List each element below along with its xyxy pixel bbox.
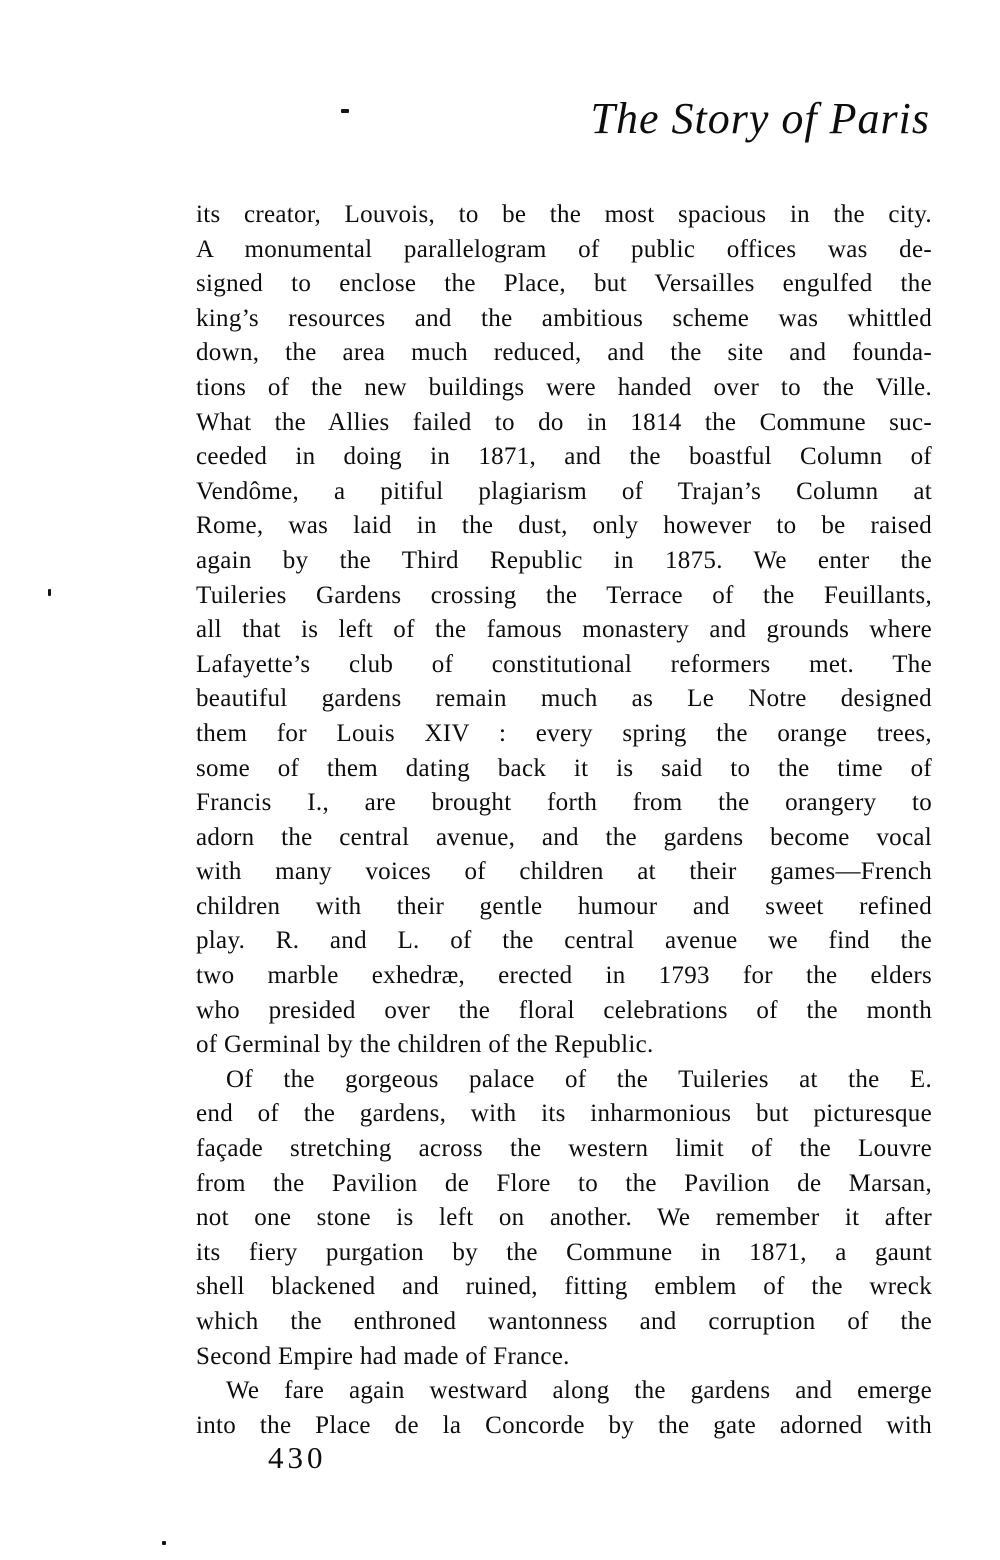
scan-speck [162, 1541, 166, 1545]
page-number: 430 [268, 1440, 327, 1475]
text-line: them for Louis XIV : every spring the orange trees, [196, 719, 932, 747]
text-line: shell blackened and ruined, fitting emblem of the wreck [196, 1273, 932, 1301]
text-line: end of the gardens, with its inharmonious but picturesque [196, 1100, 932, 1128]
text-line: children with their gentle humour and sweet refined [196, 892, 932, 920]
text-line: of Germinal by the children of the Republic. [196, 1031, 654, 1059]
text-line: adorn the central avenue, and the gardens become vocal [196, 823, 932, 851]
text-line: play. R. and L. of the central avenue we find the [196, 927, 932, 955]
scan-speck [341, 109, 349, 113]
text-line: Francis I., are brought forth from the orangery to [196, 789, 932, 817]
text-line: We fare again westward along the gardens and emerge [226, 1377, 932, 1405]
text-line: ceeded in doing in 1871, and the boastful Column of [196, 443, 932, 471]
scan-speck [48, 589, 51, 596]
text-line: who presided over the floral celebrations of the month [196, 996, 932, 1024]
text-line: two marble exhedræ, erected in 1793 for the elders [196, 962, 932, 990]
text-line: down, the area much reduced, and the site and founda- [196, 339, 932, 367]
text-line: What the Allies failed to do in 1814 the Commune suc- [196, 408, 932, 436]
text-line: again by the Third Republic in 1875. We enter the [196, 546, 932, 574]
text-line: into the Place de la Concorde by the gate adorned with [196, 1411, 932, 1439]
text-line: façade stretching across the western limit of the Louvre [196, 1135, 932, 1163]
text-line: Second Empire had made of France. [196, 1342, 570, 1370]
text-line: with many voices of children at their games—French [196, 858, 932, 886]
text-line: beautiful gardens remain much as Le Notre designed [196, 685, 932, 713]
text-line: its fiery purgation by the Commune in 1871, a gaunt [196, 1238, 932, 1266]
text-line: not one stone is left on another. We remember it after [196, 1204, 932, 1232]
text-line: Tuileries Gardens crossing the Terrace of the Feuillants, [196, 581, 932, 609]
text-line: from the Pavilion de Flore to the Pavilion de Marsan, [196, 1169, 932, 1197]
text-line: its creator, Louvois, to be the most spacious in the city. [196, 201, 932, 228]
text-line: Lafayette’s club of constitutional reformers met. The [196, 650, 932, 678]
text-line: some of them dating back it is said to the time of [196, 754, 932, 782]
text-line: all that is left of the famous monastery and grounds where [196, 616, 932, 644]
running-header-title: The Story of Paris [590, 94, 930, 143]
text-line: tions of the new buildings were handed over to the Ville. [196, 373, 932, 401]
text-line: Vendôme, a pitiful plagiarism of Trajan’s Column at [196, 477, 932, 505]
text-line: A monumental parallelogram of public offices was de- [196, 235, 932, 263]
text-line: Rome, was laid in the dust, only however to be raised [196, 512, 932, 540]
text-line: which the enthroned wantonness and corruption of the [196, 1308, 932, 1335]
body-text [196, 198, 932, 1443]
text-line: Of the gorgeous palace of the Tuileries at the E. [226, 1065, 932, 1093]
text-line: king’s resources and the ambitious scheme was whittled [196, 304, 932, 332]
text-line: signed to enclose the Place, but Versailles engulfed the [196, 270, 932, 298]
